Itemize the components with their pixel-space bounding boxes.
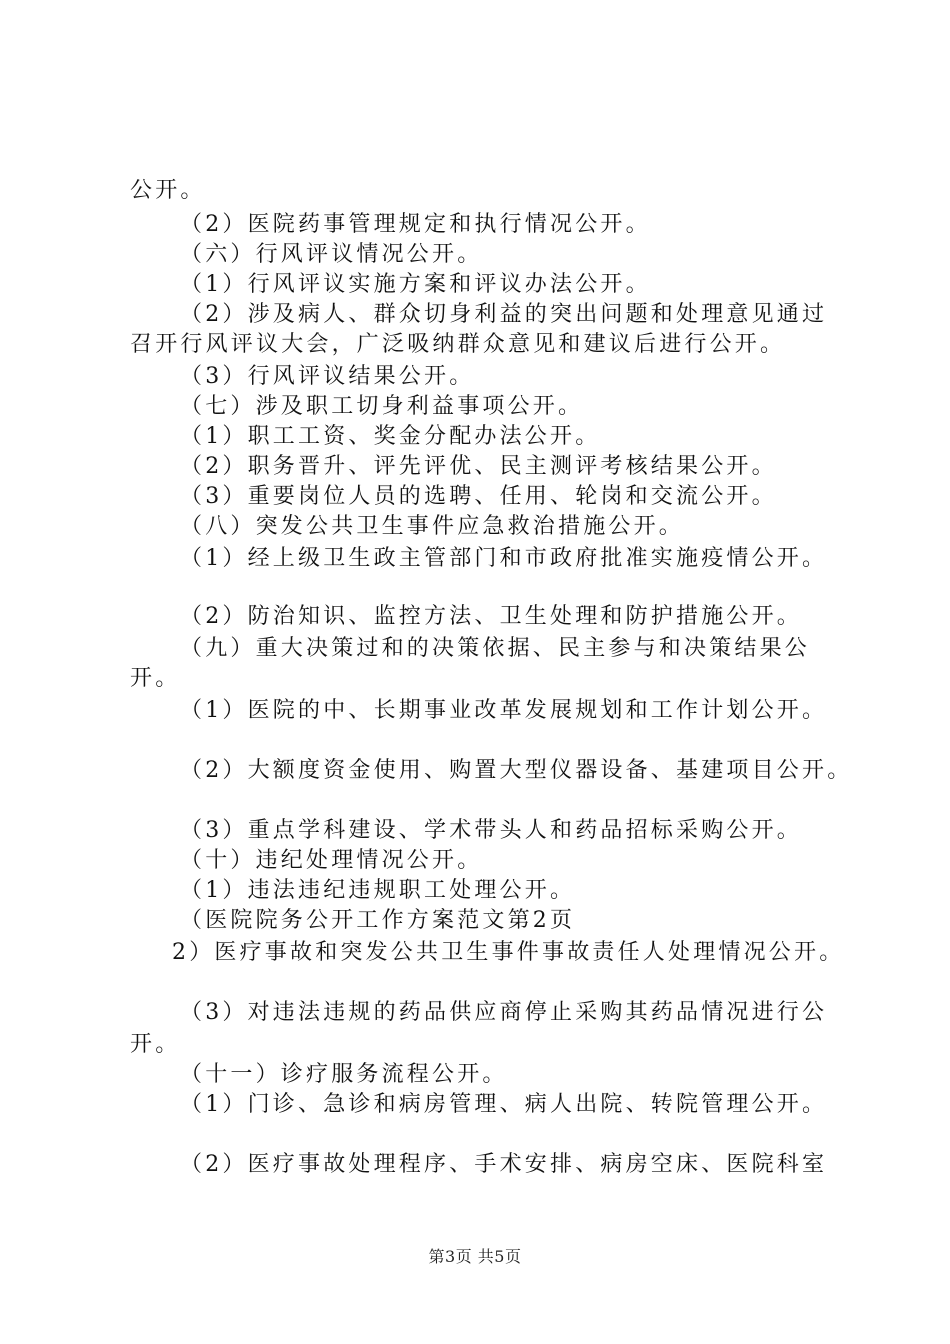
text-line: （2）涉及病人、群众切身利益的突出问题和处理意见通过 [180, 302, 828, 327]
text-line: （医院院务公开工作方案范文第2页 [180, 908, 576, 933]
text-line: （十）违纪处理情况公开。 [180, 848, 483, 873]
text-line: （十一）诊疗服务流程公开。 [180, 1062, 508, 1087]
text-line: （2）医院药事管理规定和执行情况公开。 [180, 212, 651, 237]
text-line: （1）行风评议实施方案和评议办法公开。 [180, 272, 651, 297]
text-line: （2）大额度资金使用、购置大型仪器设备、基建项目公开。 [180, 758, 853, 783]
text-line: （2）医疗事故处理程序、手术安排、病房空床、医院科室 [180, 1152, 828, 1177]
text-line: 开。 [130, 666, 181, 691]
text-line: （1）门诊、急诊和病房管理、病人出院、转院管理公开。 [180, 1092, 828, 1117]
text-line: （1）职工工资、奖金分配办法公开。 [180, 424, 601, 449]
text-line: （1）违法违纪违规职工处理公开。 [180, 878, 576, 903]
text-line: （3）重要岗位人员的选聘、任用、轮岗和交流公开。 [180, 484, 777, 509]
text-line: （3）对违法违规的药品供应商停止采购其药品情况进行公 [180, 1000, 828, 1025]
page-footer: 第3页 共5页 [428, 1247, 522, 1266]
text-line: （六）行风评议情况公开。 [180, 242, 483, 267]
text-line: （3）行风评议结果公开。 [180, 364, 475, 389]
text-line: 开。 [130, 1032, 181, 1057]
text-line: （七）涉及职工切身利益事项公开。 [180, 394, 584, 419]
text-line: （九）重大决策过和的决策依据、民主参与和决策结果公 [180, 636, 811, 661]
text-line: 公开。 [130, 178, 206, 203]
text-line: 召开行风评议大会，广泛吸纳群众意见和建议后进行公开。 [130, 332, 786, 357]
text-line: （1）经上级卫生政主管部门和市政府批准实施疫情公开。 [180, 546, 828, 571]
text-line: （2）职务晋升、评先评优、民主测评考核结果公开。 [180, 454, 777, 479]
text-line: （八）突发公共卫生事件应急救治措施公开。 [180, 514, 685, 539]
text-line: （3）重点学科建设、学术带头人和药品招标采购公开。 [180, 818, 802, 843]
text-line: 2）医疗事故和突发公共卫生事件事故责任人处理情况公开。 [172, 940, 845, 965]
text-line: （1）医院的中、长期事业改革发展规划和工作计划公开。 [180, 698, 828, 723]
text-line: （2）防治知识、监控方法、卫生处理和防护措施公开。 [180, 604, 802, 629]
